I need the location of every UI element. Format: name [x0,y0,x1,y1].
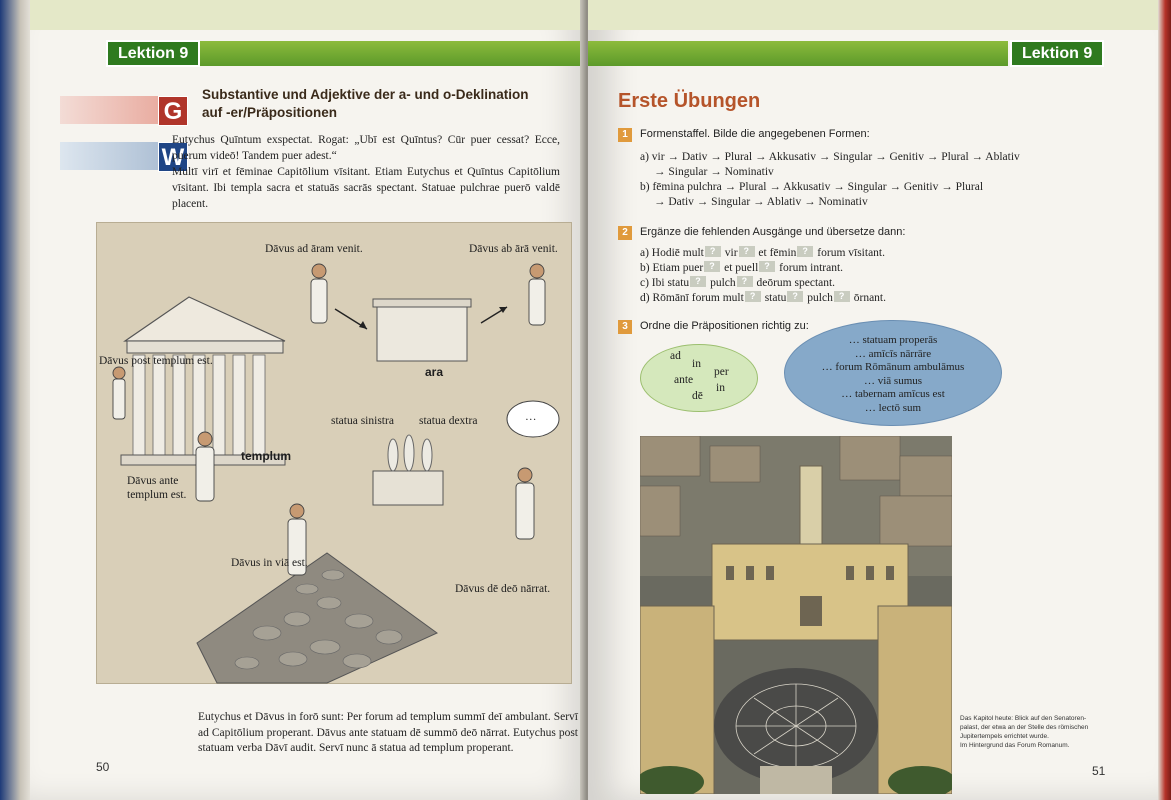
blank-field[interactable] [739,246,755,257]
ex2-a-part1: a) Hodiē mult [640,247,704,259]
blank-field[interactable] [759,261,775,272]
ex1-line-a2: → Singular → Nominativ [654,166,774,178]
ex2-c-part2: pulch [710,277,736,289]
capitol-photo [640,436,952,794]
phrase-1[interactable]: … statuam properās [848,334,938,346]
lektion-tab-right: Lektion 9 [1010,40,1104,67]
phrase-6[interactable]: … lectō sum [864,401,922,414]
exercise-2-number: 2 [618,226,632,240]
label-ab-ara: Dāvus ab ārā venit. [469,243,558,255]
capitol-photo-drawing [640,436,952,794]
prep-de[interactable]: dē [692,390,703,402]
book-right-edge [1158,0,1171,800]
statue-pedestal [373,471,443,505]
section-title: Erste Übungen [618,90,761,112]
label-ante-templum-2: templum est. [127,489,187,501]
w-badge: W [158,142,188,172]
blank-field[interactable] [704,261,720,272]
header-green-bar [190,41,586,66]
caption-line-3: Jupitertempels errichtet wurde. [960,733,1049,740]
exercise-3-number: 3 [618,320,632,334]
g-stripe [60,96,170,124]
label-de-deo: Dāvus dē deō nārrat. [455,583,551,595]
caption-line-1: Das Kapitol heute: Blick auf den Senatoren- [960,715,1087,722]
ex2-d-part1: d) Rōmānī forum mult [640,292,744,304]
w-stripe [60,142,170,170]
grammar-heading [202,86,562,122]
ex2-line-b [640,261,886,276]
blank-field[interactable] [745,291,761,302]
ex2-c-part3: deōrum spectant. [756,277,836,289]
ex2-b-part2: et puell [724,262,759,274]
ex2-a-part3: et fēmin [758,247,797,259]
phrase-4[interactable]: … viā sumus [863,374,923,387]
temple-entablature [127,341,283,353]
exercise-1-number: 1 [618,128,632,142]
exercise-1-title: Formenstaffel. Bilde die angegebenen Formen: [640,128,870,140]
caption-line-4: Im Hintergrund das Forum Romanum. [960,742,1070,749]
top-band [30,0,586,30]
statue-middle [404,435,414,471]
grammar-heading-line1: Substantive und Adjektive der a- und o-Deklination [202,87,529,102]
label-speech-bubble: … [525,411,537,423]
prep-in[interactable]: in [692,358,701,370]
label-statua-sinistra: statua sinistra [331,415,394,427]
label-statua-dextra: statua dextra [419,415,478,427]
right-page [588,0,1160,800]
blank-field[interactable] [705,246,721,257]
ex2-line-a [640,246,886,261]
prep-ante[interactable]: ante [674,374,694,386]
latin-intro [172,132,560,212]
blank-field[interactable] [797,246,813,257]
ex2-d-part3: pulch [807,292,833,304]
header-green-bar-right [588,41,1008,66]
label-post-templum: Dāvus post templum est. [99,355,213,367]
page-number-left: 50 [96,760,110,774]
intro-paragraph-2: Multī virī et fēminae Capitōlium vīsitant. Etiam Eutychus et Quīntus Capitōlium vīsitant. Ibi templa sacra et statuās sacrās spectant. Statuae pulchrae puerō valdē placent. [172,166,560,210]
lektion-tab: Lektion 9 [106,40,200,67]
top-band-right [588,0,1160,30]
ex2-c-part1: c) Ibi statu [640,277,690,289]
intro-paragraph-1: Eutychus Quīntum exspectat. Rogat: „Ubī est Quīntus? Cūr puer cessat? Ecce, puerum videō! Tandem puer adest.“ [172,134,560,162]
ex2-d-part2: statu [764,292,787,304]
exercise-1-lines [640,150,1020,210]
grammar-heading-line2: auf -er/Präpositionen [202,105,338,120]
ex2-d-part4: ōrnant. [853,292,886,304]
phrase-2[interactable]: … amīcīs nārrāre [854,347,932,360]
ex1-line-b1: b) fēmina pulchra → Plural → Akkusativ → Singular → Genitiv → Plural [640,181,984,193]
altar [377,305,467,361]
label-in-via: Dāvus in viā est. [231,557,308,569]
story-text: Eutychus et Dāvus in forō sunt: Per forum ad templum summī deī ambulant. Servī ad Capitōlium properant. Dāvus ante statuam dē summō deō nārrat. Eutychus post statuam verba Dāvī audit. Servī nunc ā statua ad templum properant. [198,711,578,754]
prep-per[interactable]: per [714,366,729,378]
ex1-line-a1: a) vir → Dativ → Plural → Akkusativ → Singular → Genitiv → Plural → Ablativ [640,151,1020,163]
ex1-line-b2: → Dativ → Singular → Ablativ → Nominativ [654,196,868,208]
ex2-line-d [640,291,886,306]
forum-illustration [96,222,572,684]
statue-left [388,439,398,471]
label-ante-templum-1: Dāvus ante [127,475,179,487]
prep-in-2[interactable]: in [716,382,725,394]
ex2-b-part1: b) Etiam puer [640,262,704,274]
label-templum: templum [241,449,292,463]
cobblestone-road [197,553,437,683]
exercise-3-title: Ordne die Präpositionen richtig zu: [640,320,809,332]
book-left-edge [0,0,34,800]
label-ara: ara [425,365,444,379]
caption-line-2: palast, der etwa an der Stelle des römischen [960,724,1089,731]
ex2-a-part2: vir [724,247,738,259]
page-number-right: 51 [1092,764,1106,778]
temple-roof [125,297,285,341]
phrase-5[interactable]: … tabernam amīcus est [841,388,945,400]
ex2-b-part3: forum intrant. [779,262,844,274]
left-page [30,0,586,800]
phrases-list [788,334,998,415]
exercise-2-title: Ergänze die fehlenden Ausgänge und übersetze dann: [640,226,906,238]
ex2-line-c [640,276,886,291]
blank-field[interactable] [737,276,753,287]
ex2-a-part4: forum vīsitant. [817,247,885,259]
statue-right [422,439,432,471]
prep-ad[interactable]: ad [670,350,681,362]
blank-field[interactable] [834,291,850,302]
label-ad-aram: Dāvus ad āram venit. [265,243,363,255]
exercise-2-lines [640,246,886,306]
blank-field[interactable] [690,276,706,287]
blank-field[interactable] [787,291,803,302]
photo-caption [960,714,1130,750]
g-badge: G [158,96,188,126]
phrase-3[interactable]: … forum Rōmānum ambulāmus [821,361,965,373]
illustration-drawing [97,223,573,685]
